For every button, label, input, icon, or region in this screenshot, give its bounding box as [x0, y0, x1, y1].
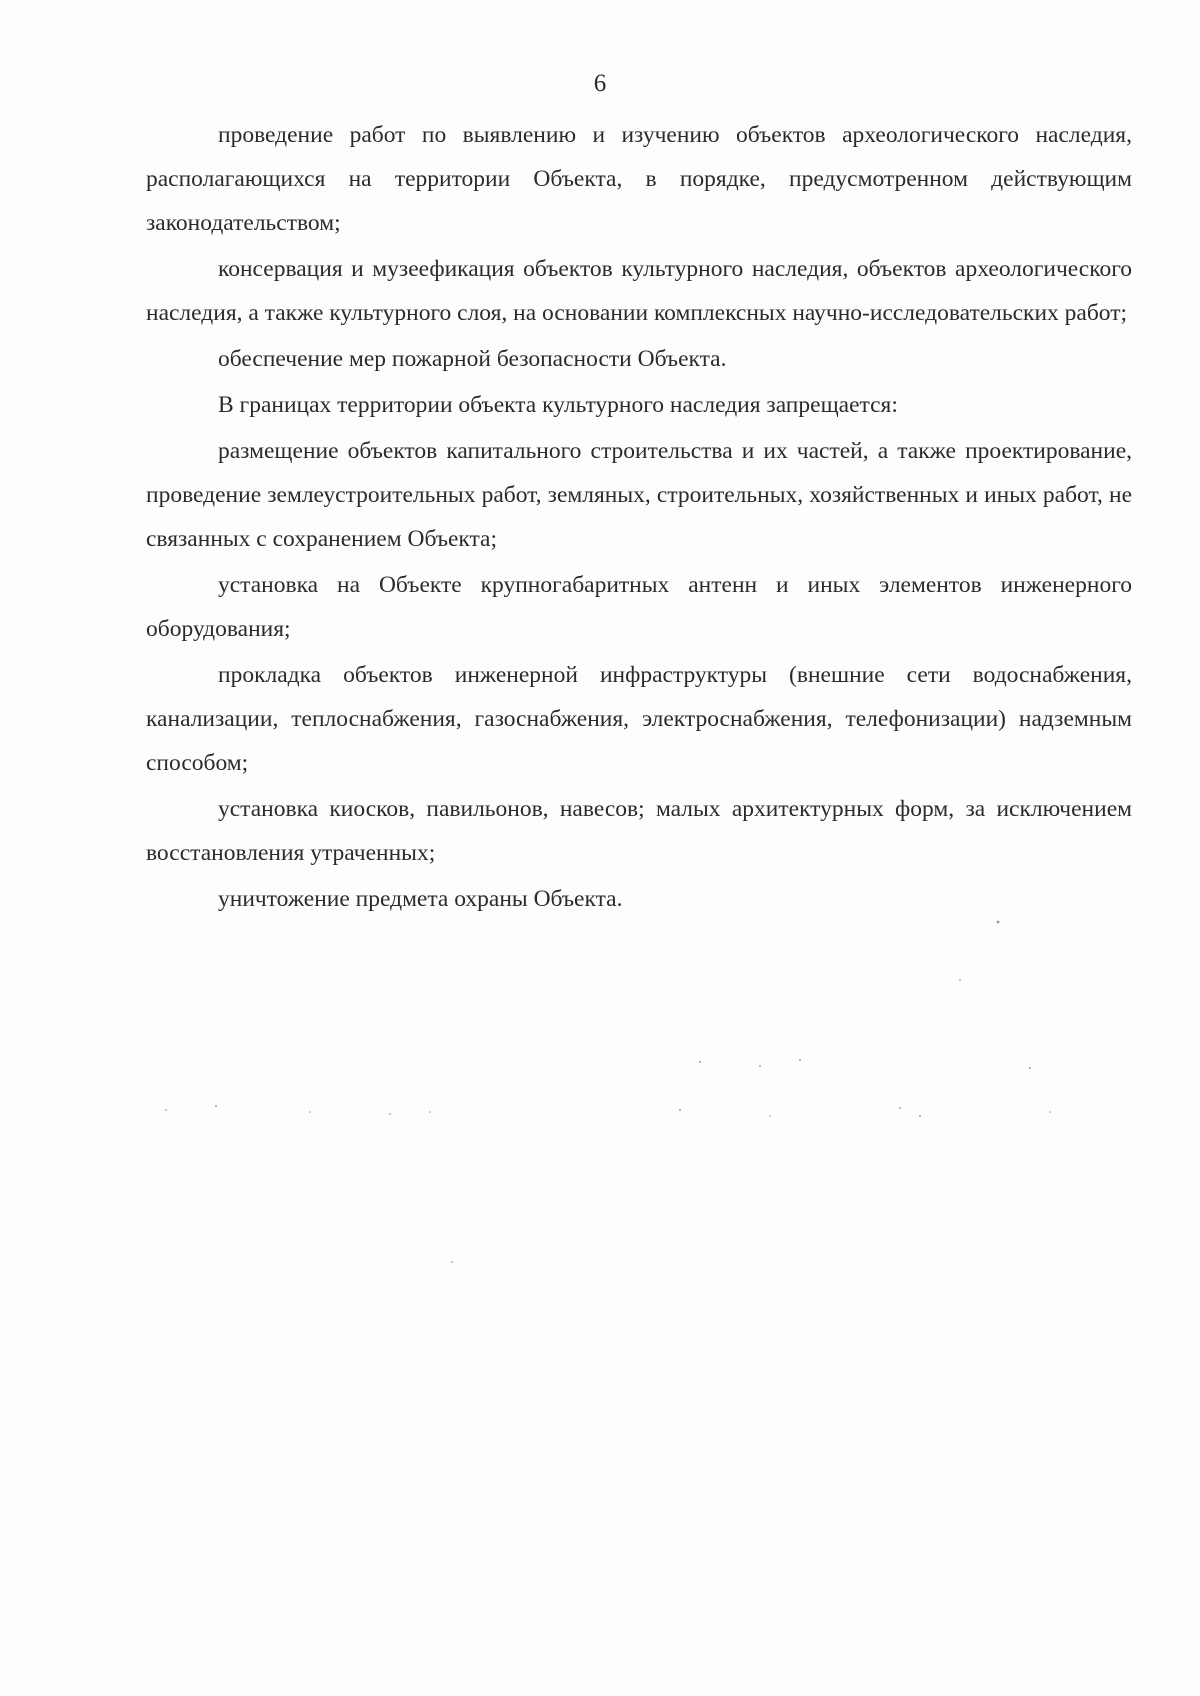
page-number: 6: [593, 70, 607, 97]
paragraph-kiosks: установка киосков, павильонов, навесов; малых архитектурных форм, за исключением восстановления утраченных;: [146, 796, 1132, 866]
paragraph-antennas: установка на Объекте крупногабаритных антенн и иных элементов инженерного оборудования;: [146, 572, 1132, 642]
paragraph-conservation: консервация и музеефикация объектов культурного наследия, объектов археологического наследия, а также культурного слоя, на основании комплексных научно-исследовательских работ;: [146, 256, 1132, 326]
paragraph-fire-safety: обеспечение мер пожарной безопасности Объекта.: [218, 346, 727, 372]
paragraph-archaeological-survey: проведение работ по выявлению и изучению объектов археологического наследия, располагающихся на территории Объекта, в порядке, предусмотренном действующим законодательством;: [146, 122, 1132, 236]
paragraph-capital-construction: размещение объектов капитального строительства и их частей, а также проектирование, проведение землеустроительных работ, земляных, строительных, хозяйственных и иных работ, не связанных с сохранением Объекта;: [146, 438, 1132, 552]
paragraph-destruction: уничтожение предмета охраны Объекта.: [218, 886, 623, 912]
document-body: [146, 113, 1132, 923]
paragraph-infrastructure: прокладка объектов инженерной инфраструктуры (внешние сети водоснабжения, канализации, теплоснабжения, газоснабжения, электроснабжения, телефонизации) надземным способом;: [146, 662, 1132, 776]
paragraph-prohibitions-heading: В границах территории объекта культурного наследия запрещается:: [218, 392, 898, 418]
